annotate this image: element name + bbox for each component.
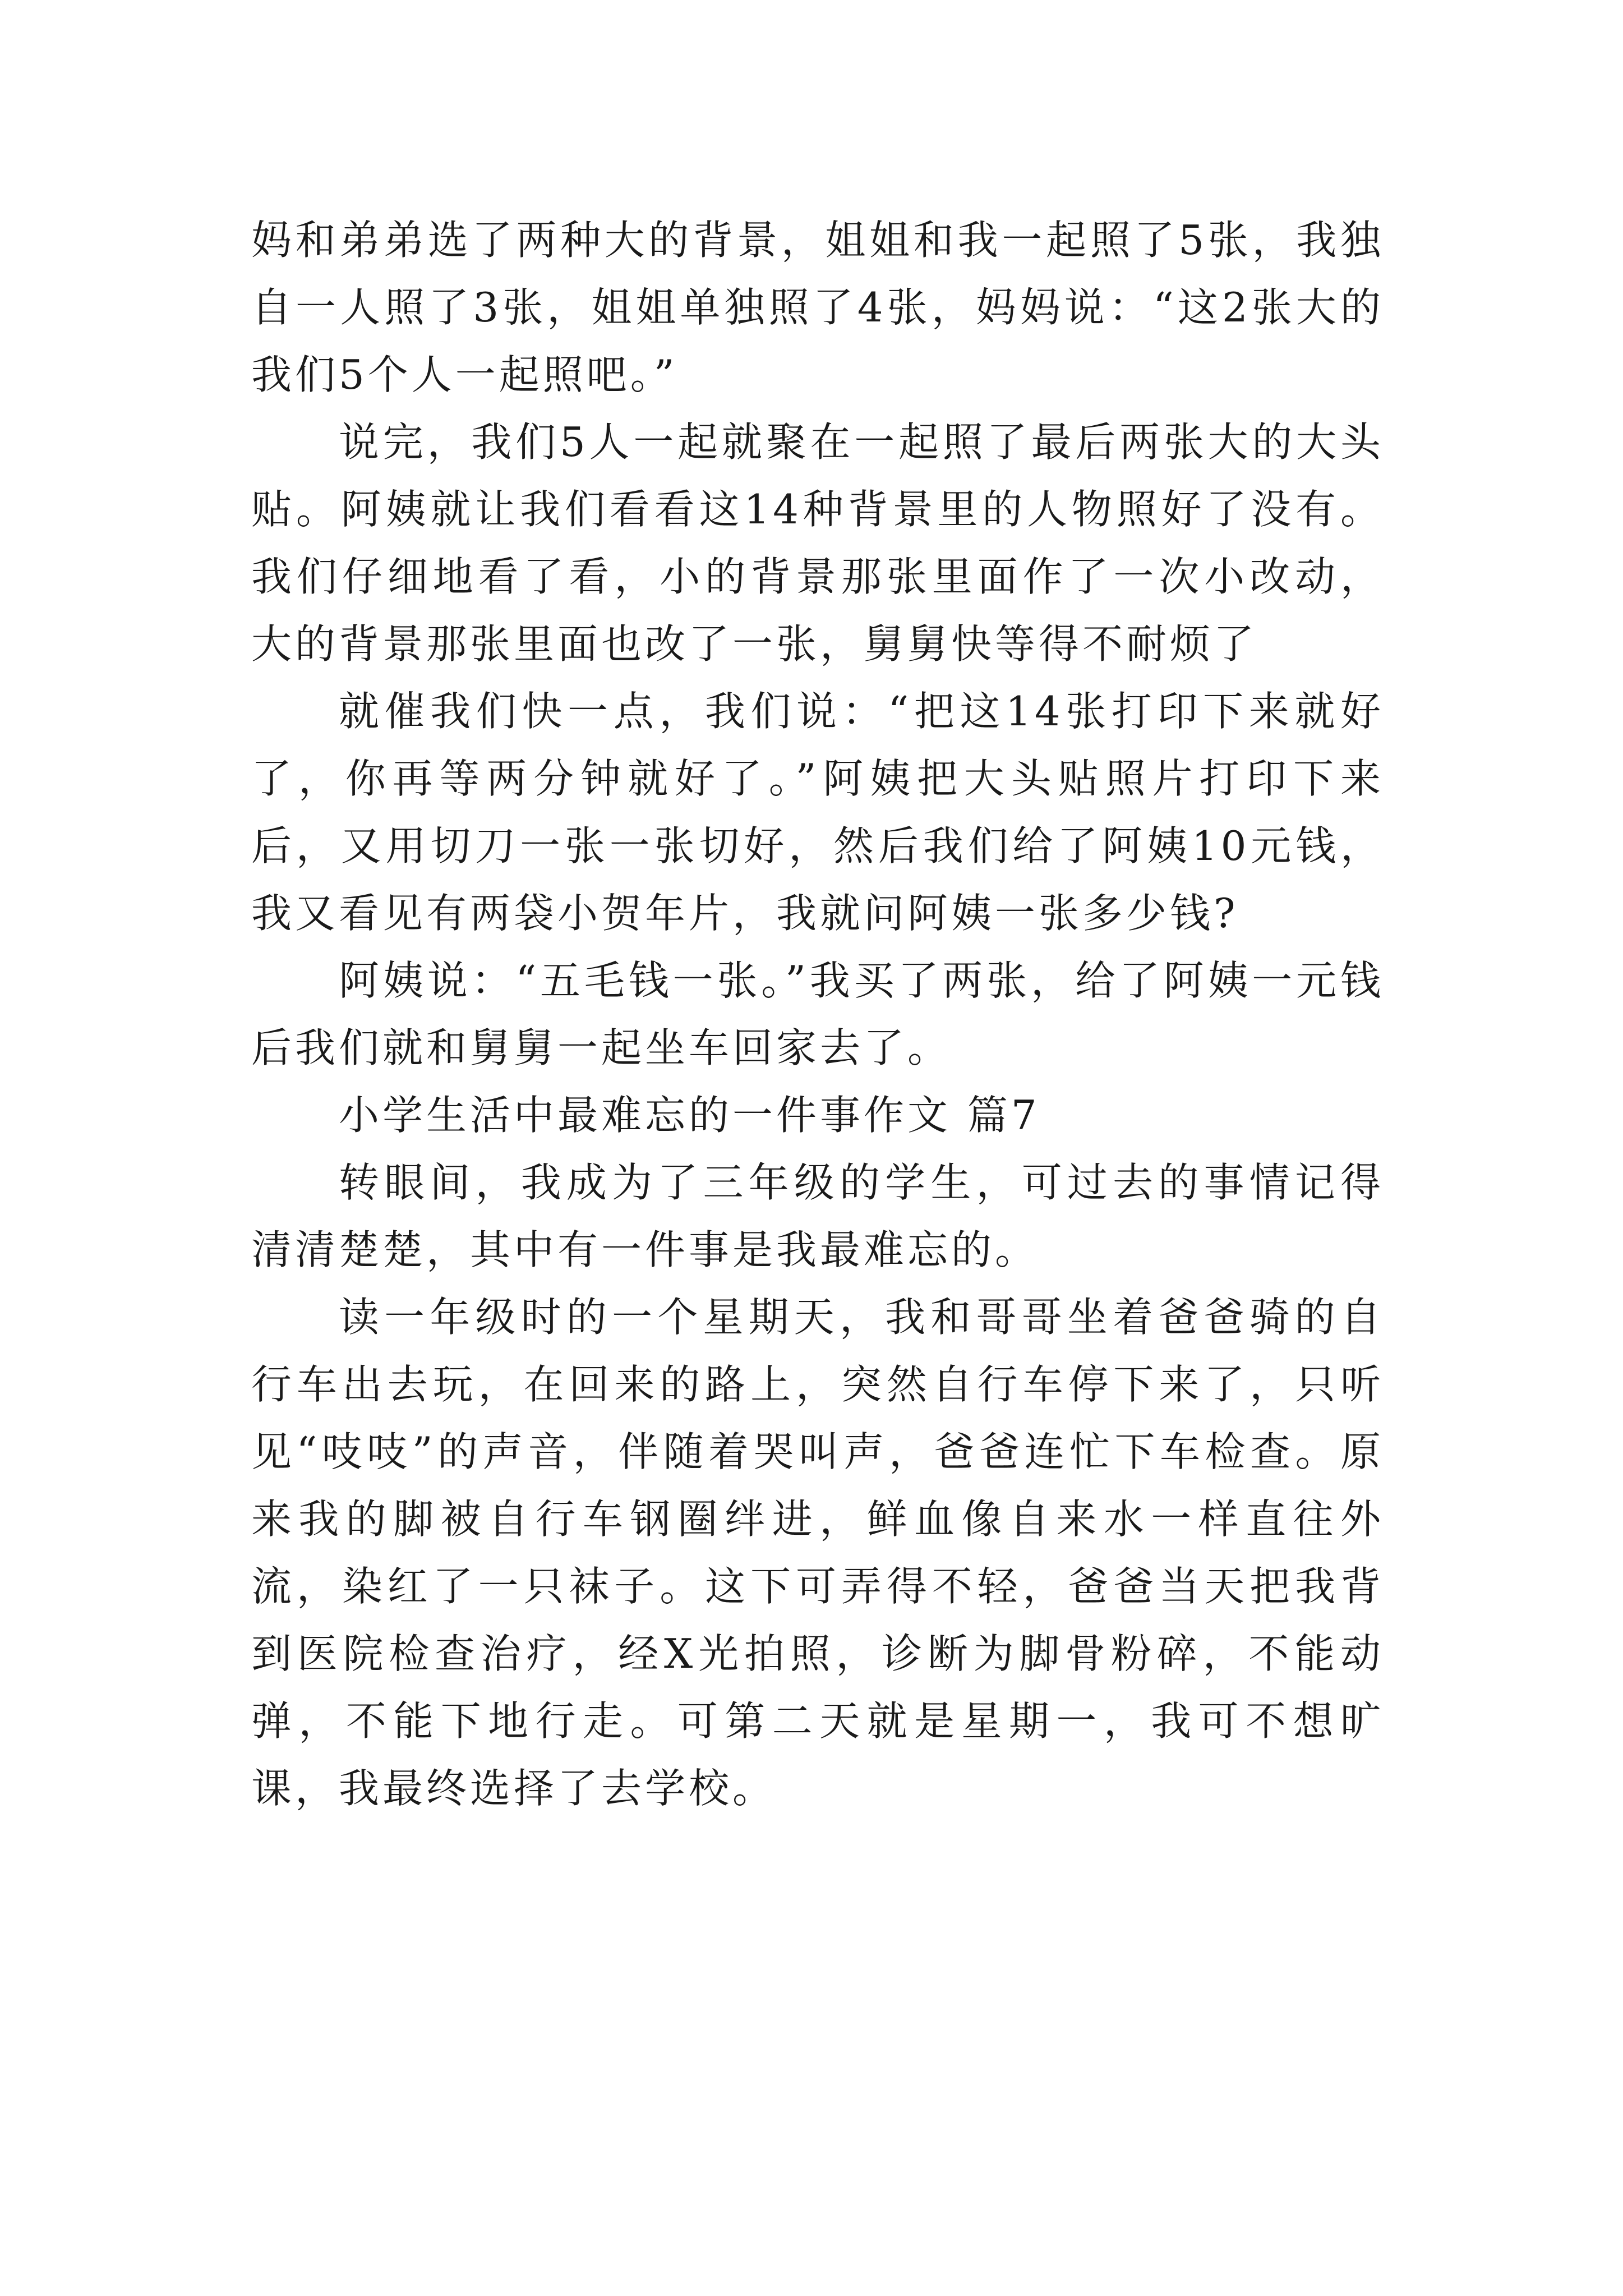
paragraph-1: 妈和弟弟选了两种大的背景，姐姐和我一起照了5张，我独自一人照了3张，姐姐单独照了4张，妈妈说：“这2张大的我们5个人一起照吧。” — [251, 217, 1384, 398]
paragraph-4: 阿姨说：“五毛钱一张。”我买了两张，给了阿姨一元钱后我们就和舅舅一起坐车回家去了。 — [251, 957, 1384, 1071]
paragraph-2: 说完，我们5人一起就聚在一起照了最后两张大的大头贴。阿姨就让我们看看这14种背景里的人物照好了没有。我们仔细地看了看，小的背景那张里面作了一次小改动，大的背景那张里面也改了一张，舅舅快等得不耐烦了 — [251, 418, 1384, 668]
document-body — [251, 206, 1384, 1822]
paragraph-5: 转眼间，我成为了三年级的学生，可过去的事情记得清清楚楚，其中有一件事是我最难忘的。 — [251, 1159, 1384, 1273]
paragraph-3: 就催我们快一点，我们说：“把这14张打印下来就好了，你再等两分钟就好了。”阿姨把大头贴照片打印下来后，又用切刀一张一张切好，然后我们给了阿姨10元钱，我又看见有两袋小贺年片，我就问阿姨一张多少钱? — [251, 688, 1384, 937]
paragraph-6: 读一年级时的一个星期天，我和哥哥坐着爸爸骑的自行车出去玩，在回来的路上，突然自行车停下来了，只听见“吱吱”的声音，伴随着哭叫声，爸爸连忙下车检查。原来我的脚被自行车钢圈绊进，鲜血像自来水一样直往外流，染红了一只袜子。这下可弄得不轻，爸爸当天把我背到医院检查治疗，经X光拍照，诊断为脚骨粉碎，不能动弹，不能下地行走。可第二天就是星期一，我可不想旷课，我最终选择了去学校。 — [251, 1294, 1384, 1812]
section-heading: 小学生活中最难忘的一件事作文 篇7 — [339, 1092, 1040, 1139]
